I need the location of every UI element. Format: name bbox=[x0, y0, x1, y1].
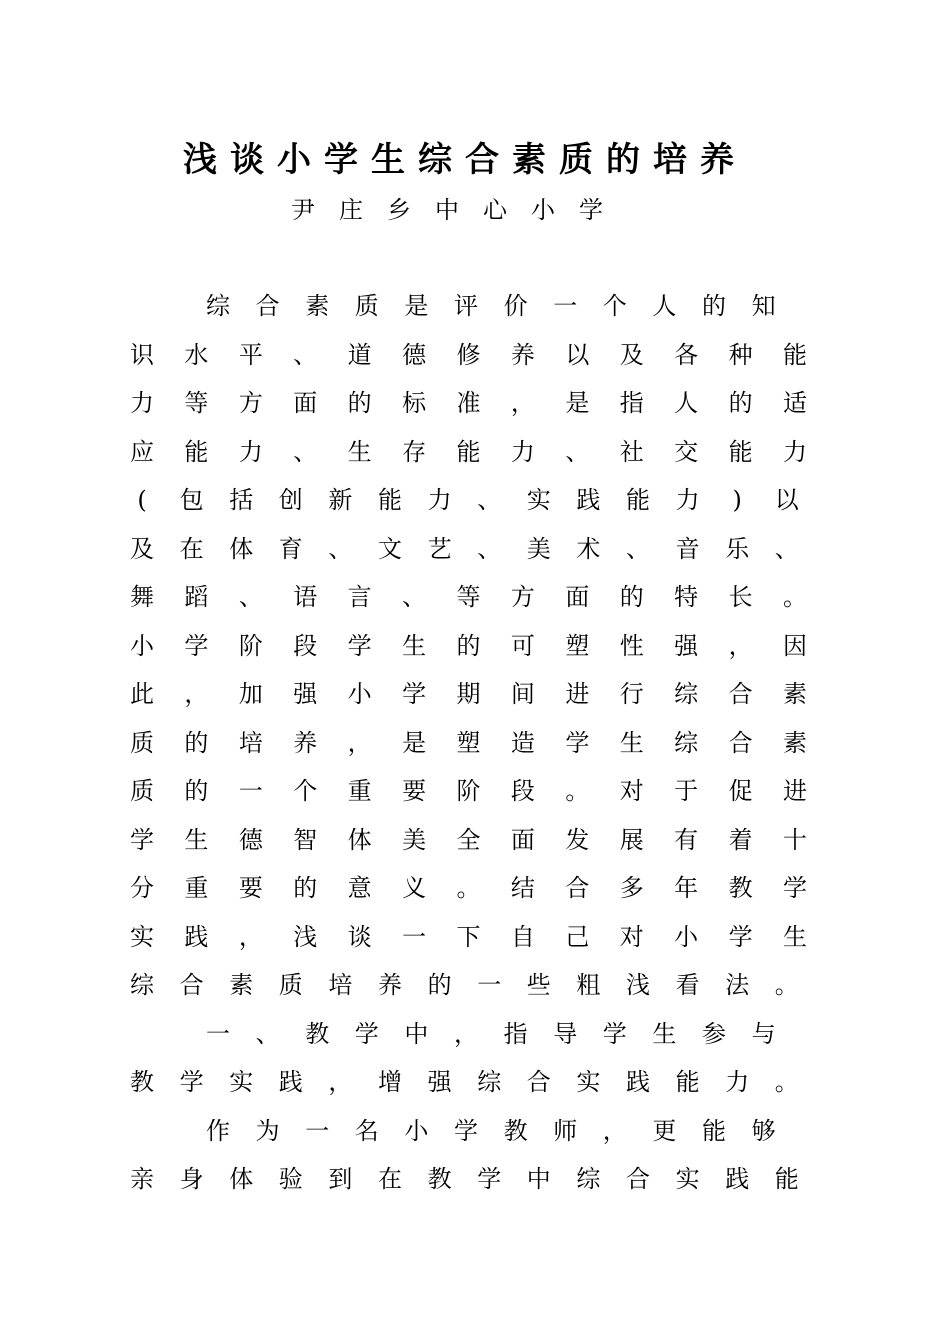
text-line: 教 学 实 践 ， 增 强 综 合 实 践 能 力 。 bbox=[130, 1068, 799, 1096]
text-line: 学 生 德 智 体 美 全 面 发 展 有 着 十 bbox=[130, 825, 807, 854]
text-line: 分 重 要 的 意 义 。 结 合 多 年 教 学 bbox=[130, 874, 807, 902]
text-line: 质 的 培 养 ， 是 塑 造 学 生 综 合 素 bbox=[130, 728, 807, 757]
text-line: 力 等 方 面 的 标 准 ， 是 指 人 的 适 bbox=[130, 389, 807, 417]
text-line: 质 的 一 个 重 要 阶 段 。 对 于 促 进 bbox=[130, 777, 807, 805]
text-line: 作 为 一 名 小 学 教 师 ， 更 能 够 bbox=[206, 1116, 776, 1145]
text-line: 亲 身 体 验 到 在 教 学 中 综 合 实 践 能 bbox=[130, 1165, 799, 1193]
document-subtitle: 尹庄乡中心小学 bbox=[291, 196, 627, 224]
body-text bbox=[0, 282, 950, 1204]
text-line: 综 合 素 质 培 养 的 一 些 粗 浅 看 法 。 bbox=[130, 971, 799, 999]
text-line: 实 践 ， 浅 谈 一 下 自 己 对 小 学 生 bbox=[130, 922, 807, 951]
text-line: 舞 蹈 、 语 言 、 等 方 面 的 特 长 。 bbox=[130, 583, 807, 611]
document-title: 浅谈小学生综合素质的培养 bbox=[183, 140, 747, 180]
text-line: 小 学 阶 段 学 生 的 可 塑 性 强 ， 因 bbox=[130, 631, 807, 660]
text-line: 及 在 体 育 、 文 艺 、 美 术 、 音 乐 、 bbox=[130, 534, 799, 563]
text-line: 此 ， 加 强 小 学 期 间 进 行 综 合 素 bbox=[130, 680, 807, 708]
text-line: 一 、 教 学 中 ， 指 导 学 生 参 与 bbox=[206, 1019, 776, 1048]
text-line: ( 包 括 创 新 能 力 、 实 践 能 力 ) 以 bbox=[137, 486, 799, 514]
text-line: 综 合 素 质 是 评 价 一 个 人 的 知 bbox=[206, 292, 776, 320]
text-line: 应 能 力 、 生 存 能 力 、 社 交 能 力 bbox=[130, 437, 807, 466]
text-line: 识 水 平 、 道 德 修 养 以 及 各 种 能 bbox=[130, 340, 807, 369]
